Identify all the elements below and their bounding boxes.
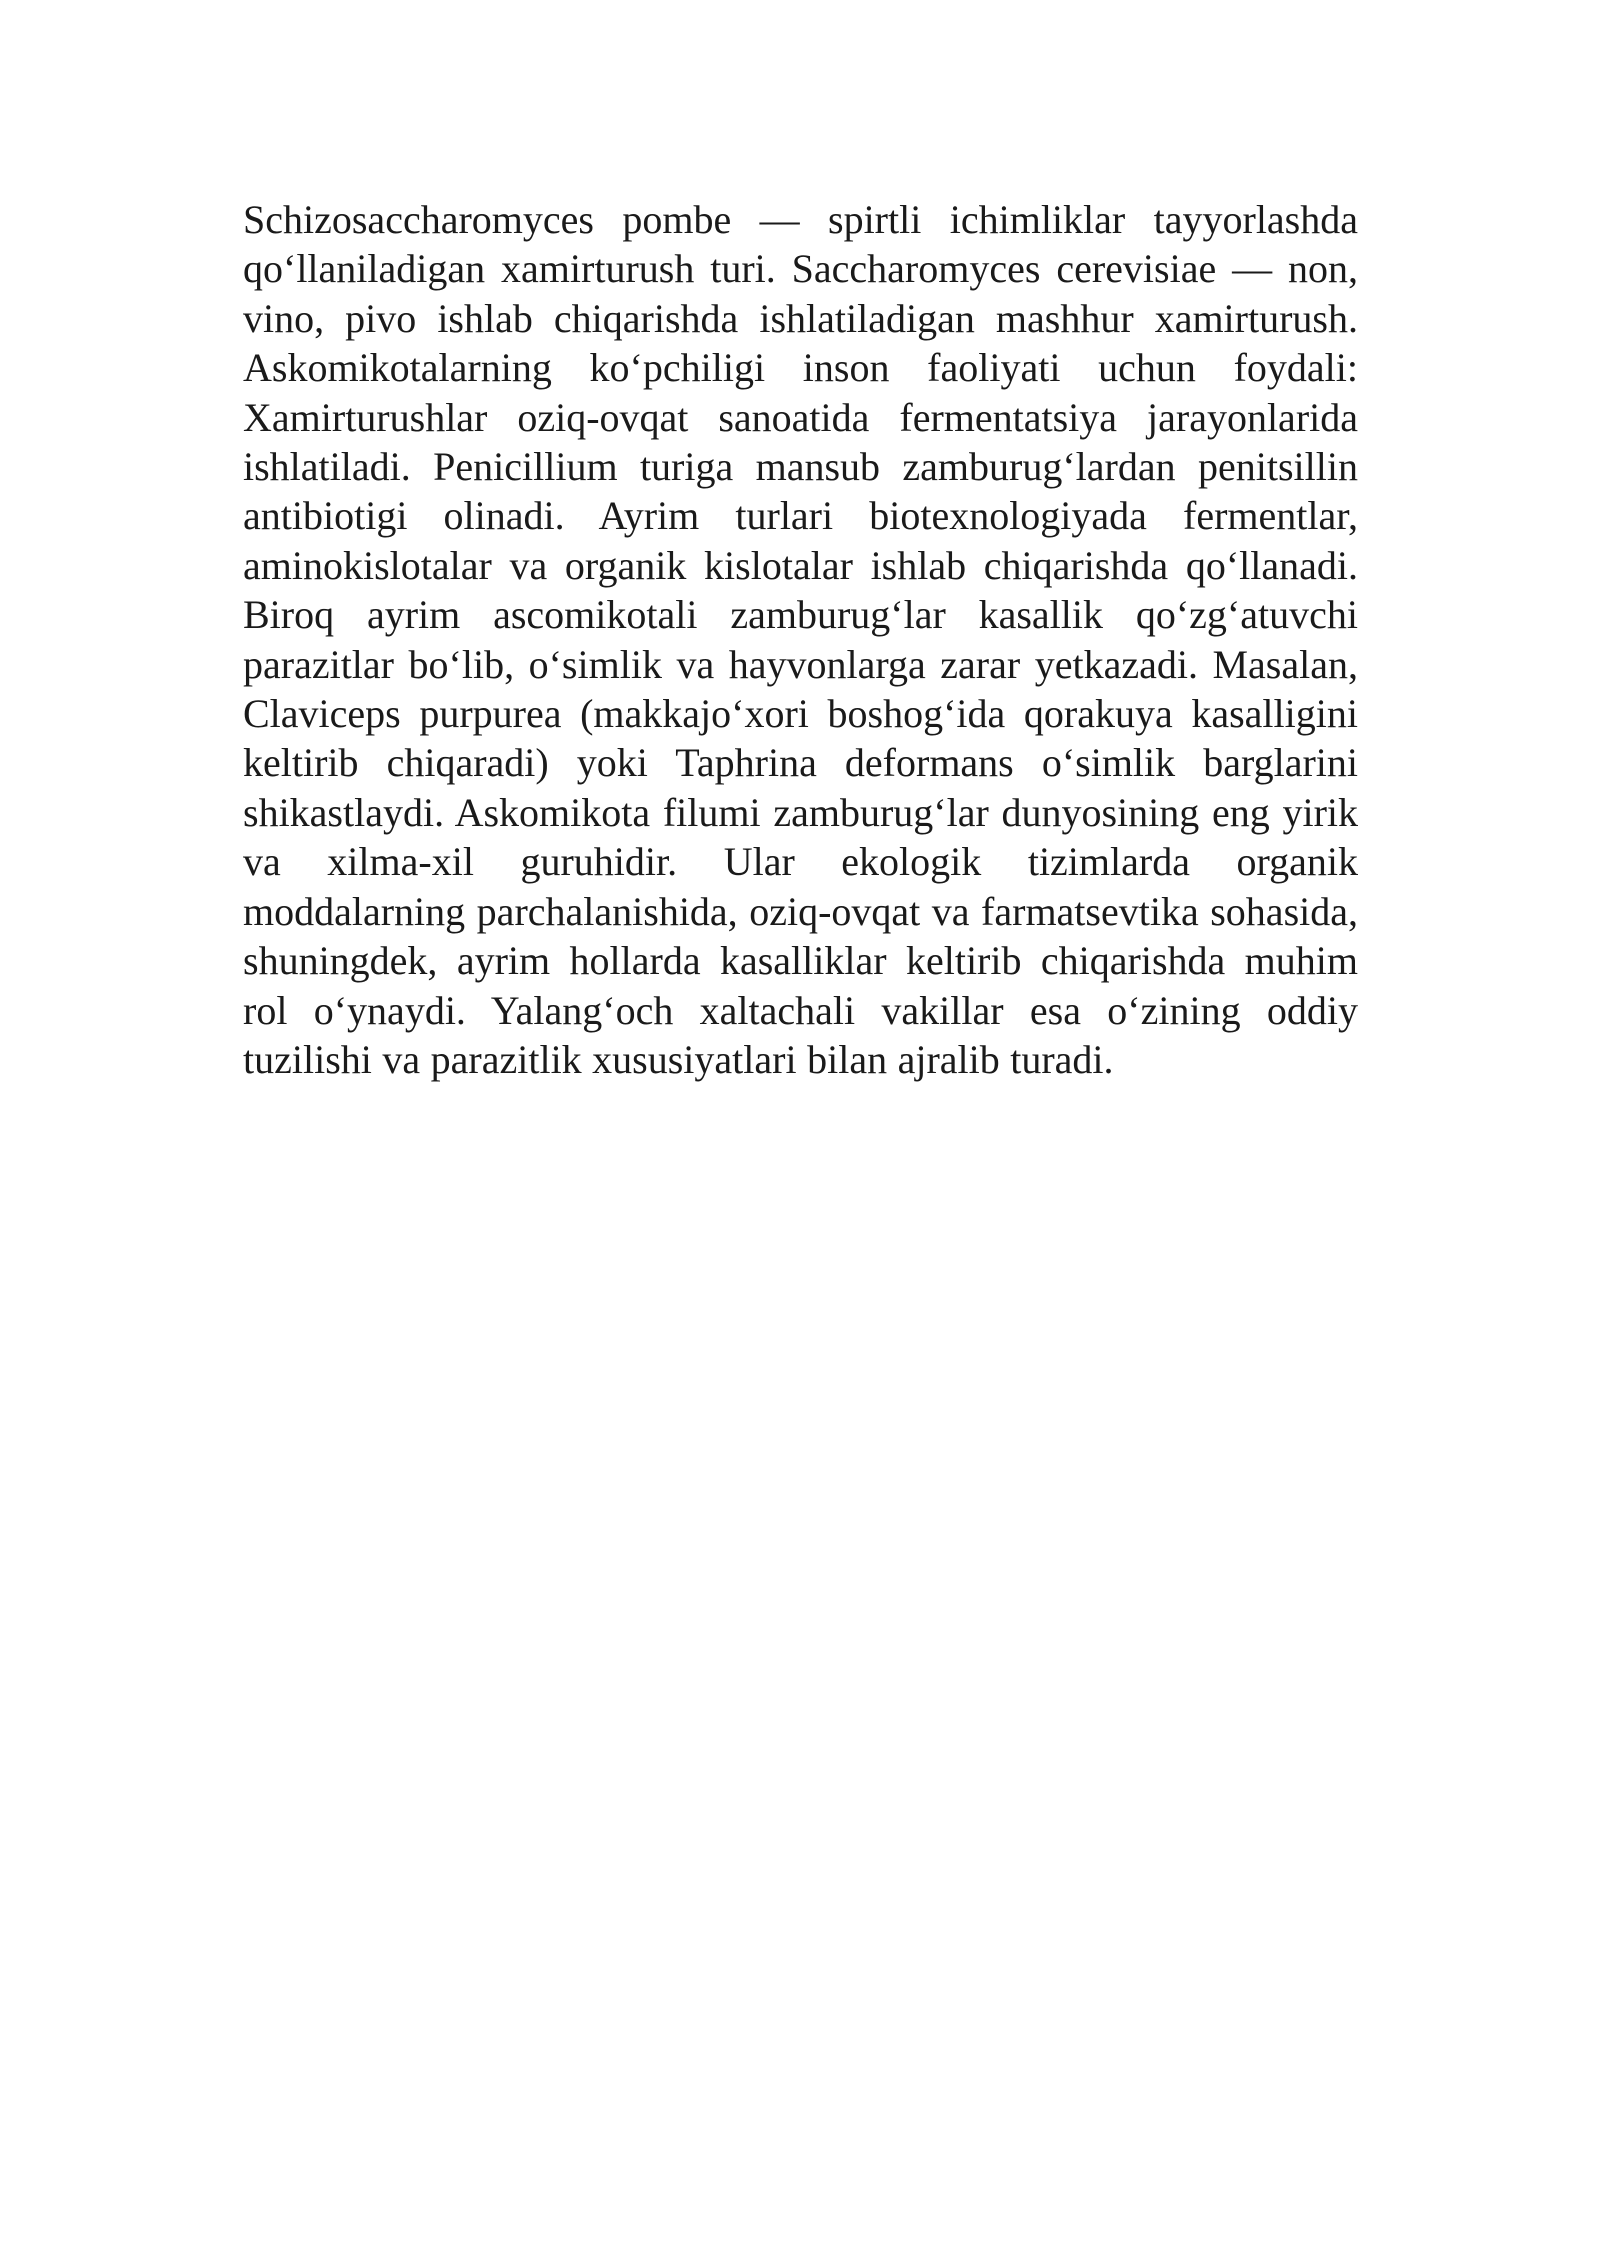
body-paragraph: Schizosaccharomyces pombe — spirtli ichimliklar tayyorlashda qo‘llaniladigan xamirturush turi. Saccharomyces cerevisiae — non, vino, pivo ishlab chiqarishda ishlatiladigan mashhur xamirturush. Askomikotalarning ko‘pchiligi inson faoliyati uchun foydali: Xamirturushlar oziq-ovqat sanoatida fermentatsiya jarayonlarida ishlatiladi. Penicillium turiga mansub zamburug‘lardan penitsillin antibiotigi olinadi. Ayrim turlari biotexnologiyada fermentlar, aminokislotalar va organik kislotalar ishlab chiqarishda qo‘llanadi. Biroq ayrim ascomikotali zamburug‘lar kasallik qo‘zg‘atuvchi parazitlar bo‘lib, o‘simlik va hayvonlarga zarar yetkazadi. Masalan, Claviceps purpurea (makkajo‘xori boshog‘ida qorakuya kasalligini keltirib chiqaradi) yoki Taphrina deformans o‘simlik barglarini shikastlaydi. Askomikota filumi zamburug‘lar dunyosining eng yirik va xilma-xil guruhidir. Ular ekologik tizimlarda organik moddalarning parchalanishida, oziq-ovqat va farmatsevtika sohasida, shuningdek, ayrim hollarda kasalliklar keltirib chiqarishda muhim rol o‘ynaydi. Yalang‘och xaltachali vakillar esa o‘zining oddiy tuzilishi va parazitlik xususiyatlari bilan ajralib turadi. [243, 197, 1358, 1082]
